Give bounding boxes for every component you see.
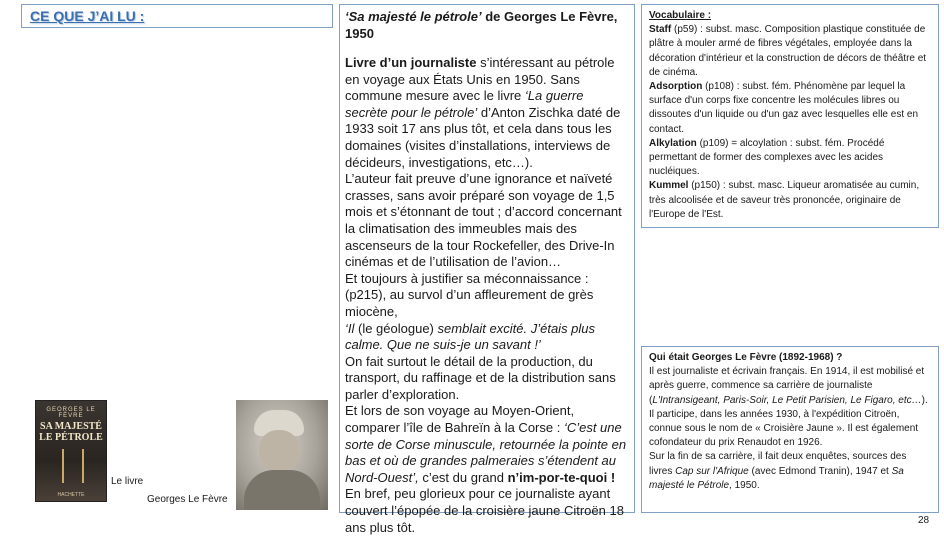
text: (le géologue) bbox=[354, 320, 438, 336]
author-photo bbox=[236, 400, 328, 510]
paragraph bbox=[345, 403, 629, 486]
paragraph: En bref, peu glorieux pour ce journaliste ayant couvert l’épopée de la croisière jaune Citroën 18 ans plus tôt. bbox=[345, 486, 624, 535]
biography-paragraph bbox=[649, 450, 931, 493]
italic-text: ‘La guerre secrète pour le pétrole’ bbox=[345, 88, 584, 120]
review-body bbox=[345, 55, 629, 536]
review-title bbox=[345, 8, 629, 42]
text: Et lors de son voyage au Moyen-Orient, comparer l’île de Bahreïn à la Corse : bbox=[345, 403, 575, 436]
vocabulary-box bbox=[641, 4, 939, 228]
vocab-definition: (p108) : subst. fém. Phénomène par lequel la surface d'un corps fixe concentre les molécules libres ou dissoutes d'un liquide ou d'un gaz avec lesquelles elle est en contact. bbox=[649, 81, 918, 135]
review-box bbox=[339, 4, 635, 535]
italic-text: L'Intransigeant, Paris-Soir, Le Petit Parisien, Le Figaro, etc… bbox=[652, 394, 922, 406]
author-caption: Georges Le Fèvre bbox=[147, 494, 228, 505]
vocab-entry bbox=[649, 179, 931, 222]
vocab-term: Alkylation bbox=[649, 137, 697, 149]
paragraph: Et toujours à justifier sa méconnaissance : (p215), au survol d’un affleurement de grès miocène, bbox=[345, 270, 594, 319]
text: , 1950. bbox=[729, 479, 760, 491]
vocab-entry bbox=[649, 137, 931, 180]
vocab-term: Adsorption bbox=[649, 81, 703, 93]
paragraph bbox=[345, 321, 629, 354]
italic-text: Sa majesté le Pétrole bbox=[649, 465, 904, 491]
italic-text: ‘Il bbox=[345, 320, 355, 336]
biography-title: Qui était Georges Le Fèvre (1892-1968) ? bbox=[649, 352, 843, 363]
text: d’Anton Zischka daté de 1933 soit 17 ans plus tôt, et cela dans tous les domaines (visites d’installations, interviews de décideurs, investigations, etc…). bbox=[345, 104, 621, 170]
text: (avec Edmond Tranin), 1947 et bbox=[748, 465, 892, 477]
cover-author: GEORGES LE FÈVRE bbox=[46, 407, 96, 419]
vocab-entry bbox=[649, 80, 931, 137]
cover-title-line: LE PÉTROLE bbox=[39, 432, 103, 443]
text: Il est journaliste et écrivain français. En 1914, il est mobilisé et après guerre, commence sa carrière de journaliste ( bbox=[649, 366, 925, 406]
book-author-year: de Georges Le Fèvre, 1950 bbox=[345, 9, 618, 41]
italic-text: Cap sur l'Afrique bbox=[675, 465, 749, 477]
bold-text: n’im-por-te-quoi ! bbox=[507, 469, 616, 485]
text: s’intéressant au pétrole en voyage aux États Unis en 1950. Sans commune mesure avec le livre bbox=[345, 55, 615, 104]
oil-derrick-illustration bbox=[62, 449, 84, 483]
book-cover-image bbox=[35, 400, 107, 502]
text: ). Il participe, dans les années 1930, à l'expédition Citroën, connue sous le nom de « Croisière Jaune ». Il est également cofondateur du prix Renaudot en 1926. bbox=[649, 394, 928, 449]
italic-text: ‘C’est une sorte de Corse minuscule, retournée la pointe en bas et où de grandes palmeraies s’étendent au Nord-Ouest’, bbox=[345, 420, 627, 485]
italic-text: semblait excité. J’étais plus calme. Que ne suis-je un savant !’ bbox=[345, 320, 596, 353]
vocab-term: Kummel bbox=[649, 180, 689, 192]
paragraph: On fait surtout le détail de la production, du transport, du raffinage et de la distribution sans parler d’exploration. bbox=[345, 353, 616, 402]
vocab-definition: (p150) : subst. masc. Liqueur aromatisée au cumin, très alcoolisée et de saveur très prononcée, originaire de l'Europe de l'Est. bbox=[649, 180, 920, 220]
cover-publisher: HACHETTE bbox=[57, 492, 85, 498]
text: c’est du grand bbox=[418, 469, 508, 485]
page-number: 28 bbox=[918, 515, 930, 526]
text: Sur la fin de sa carrière, il fait deux enquêtes, sources des livres bbox=[649, 451, 907, 477]
vocab-definition: (p59) : subst. masc. Composition plastique constituée de plâtre à mouler armé de fibres végétales, employée dans la décoration d'intérieur et la construction de décors de théâtre et de cinéma. bbox=[649, 24, 927, 78]
cover-title bbox=[36, 421, 106, 443]
section-title: CE QUE J’AI LU : bbox=[30, 8, 145, 24]
paragraph: L’auteur fait preuve d’une ignorance et naïveté crasses, sans avoir préparé son voyage de 1,5 mois et s’étonnant de tout ; d’accord concernant la climatisation des immeubles mais des ascenseurs de la tour Rockefeller, des Drive-In cinémas et de l’utilisation de l’avion… bbox=[345, 171, 622, 270]
biography-paragraph bbox=[649, 365, 931, 450]
book-caption: Le livre bbox=[111, 476, 144, 487]
paragraph bbox=[345, 55, 629, 171]
bold-text: Livre d’un journaliste bbox=[345, 55, 477, 70]
cover-title-line: SA MAJESTÉ bbox=[40, 421, 102, 432]
biography-box bbox=[641, 346, 939, 513]
book-title: ‘Sa majesté le pétrole’ bbox=[345, 9, 482, 24]
header-box bbox=[21, 4, 333, 28]
vocab-entry bbox=[649, 23, 931, 80]
vocab-definition: (p109) = alcoylation : subst. fém. Procédé permettant de former des complexes avec les acides nucléiques. bbox=[649, 137, 885, 178]
vocabulary-title: Vocabulaire : bbox=[649, 10, 712, 21]
vocab-term: Staff bbox=[649, 24, 672, 36]
photo-face bbox=[259, 430, 299, 472]
photo-coat bbox=[244, 470, 320, 510]
